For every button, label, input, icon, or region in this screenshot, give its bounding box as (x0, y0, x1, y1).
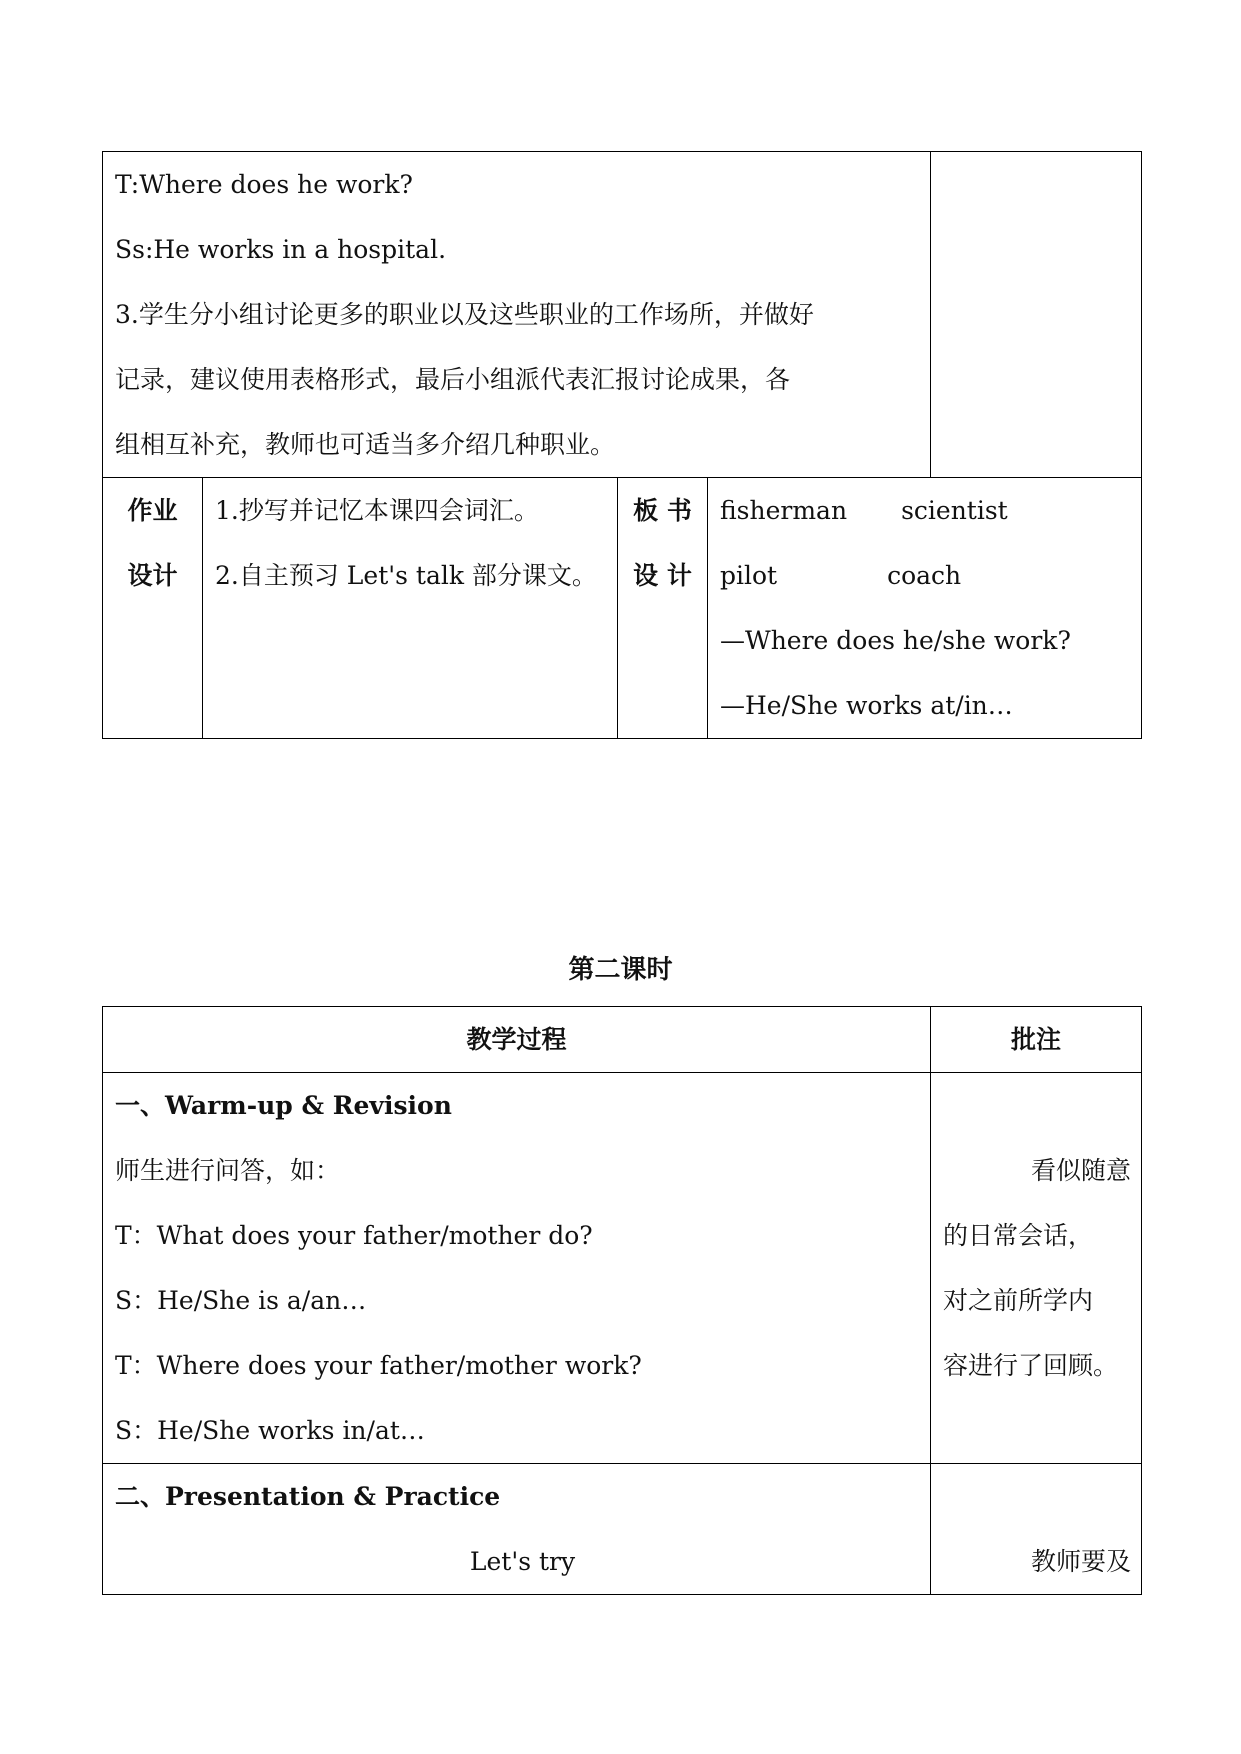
homework-item: 2.自主预习 Let's talk 部分课文。 (215, 561, 597, 590)
section-warmup (103, 1073, 931, 1464)
process-cell (103, 152, 931, 478)
lesson-table-part2 (102, 1006, 1142, 1595)
board-label: 设 计 (633, 561, 692, 590)
board-label: 板 书 (633, 496, 692, 525)
table-header-row (103, 1007, 1142, 1073)
section-line: T：What does your father/mother do? (115, 1221, 593, 1250)
note-line: 的日常会话， (943, 1221, 1094, 1250)
board-word: coach (887, 561, 962, 590)
table-row (103, 478, 1142, 739)
homework-item: 1.抄写并记忆本课四会词汇。 (215, 496, 539, 525)
board-answer: —He/She works at/in… (720, 691, 1013, 720)
board-question: —Where does he/she work? (720, 626, 1071, 655)
section-title: 二、Presentation & Practice (115, 1482, 501, 1511)
header-notes-label: 批注 (1010, 1025, 1061, 1054)
note-line: 对之前所学内 (943, 1286, 1094, 1315)
board-word: scientist (901, 496, 1008, 525)
section-line: S：He/She works in/at… (115, 1416, 425, 1445)
board-cell (708, 478, 1142, 739)
board-word: pilot (720, 561, 778, 590)
table-row (103, 1464, 1142, 1595)
activity-line: 3.学生分小组讨论更多的职业以及这些职业的工作场所，并做好 (115, 300, 814, 329)
section-line: 师生进行问答，如： (115, 1156, 341, 1185)
board-words (720, 543, 1141, 608)
homework-label: 设计 (127, 561, 178, 590)
board-label-cell (618, 478, 708, 739)
header-process-label: 教学过程 (466, 1025, 567, 1054)
homework-cell (203, 478, 618, 739)
homework-label: 作业 (127, 496, 178, 525)
section-line: S：He/She is a/an… (115, 1286, 367, 1315)
note-line: 容进行了回顾。 (943, 1351, 1119, 1380)
lesson-table-part1 (102, 151, 1142, 739)
section-presentation-notes (931, 1464, 1142, 1595)
dialogue-line: T:Where does he work? (115, 170, 413, 199)
activity-line: 记录，建议使用表格形式，最后小组派代表汇报讨论成果，各 (115, 365, 791, 394)
board-word: fisherman (720, 496, 848, 525)
homework-label-cell (103, 478, 203, 739)
notes-cell (931, 152, 1142, 478)
section-presentation (103, 1464, 931, 1595)
activity-line: 组相互补充，教师也可适当多介绍几种职业。 (115, 430, 616, 459)
header-notes (931, 1007, 1142, 1073)
table-row (103, 152, 1142, 478)
section-warmup-notes (931, 1073, 1142, 1464)
section-subtitle: Let's try (469, 1547, 576, 1576)
header-process (103, 1007, 931, 1073)
table-row (103, 1073, 1142, 1464)
lesson-title: 第二课时 (568, 955, 673, 985)
note-line: 看似随意 (1030, 1156, 1131, 1185)
note-line: 教师要及 (1030, 1547, 1131, 1576)
dialogue-line: Ss:He works in a hospital. (115, 235, 447, 264)
section-line: T：Where does your father/mother work? (115, 1351, 642, 1380)
section-title: 一、Warm-up & Revision (115, 1091, 452, 1120)
board-words (720, 478, 1141, 543)
